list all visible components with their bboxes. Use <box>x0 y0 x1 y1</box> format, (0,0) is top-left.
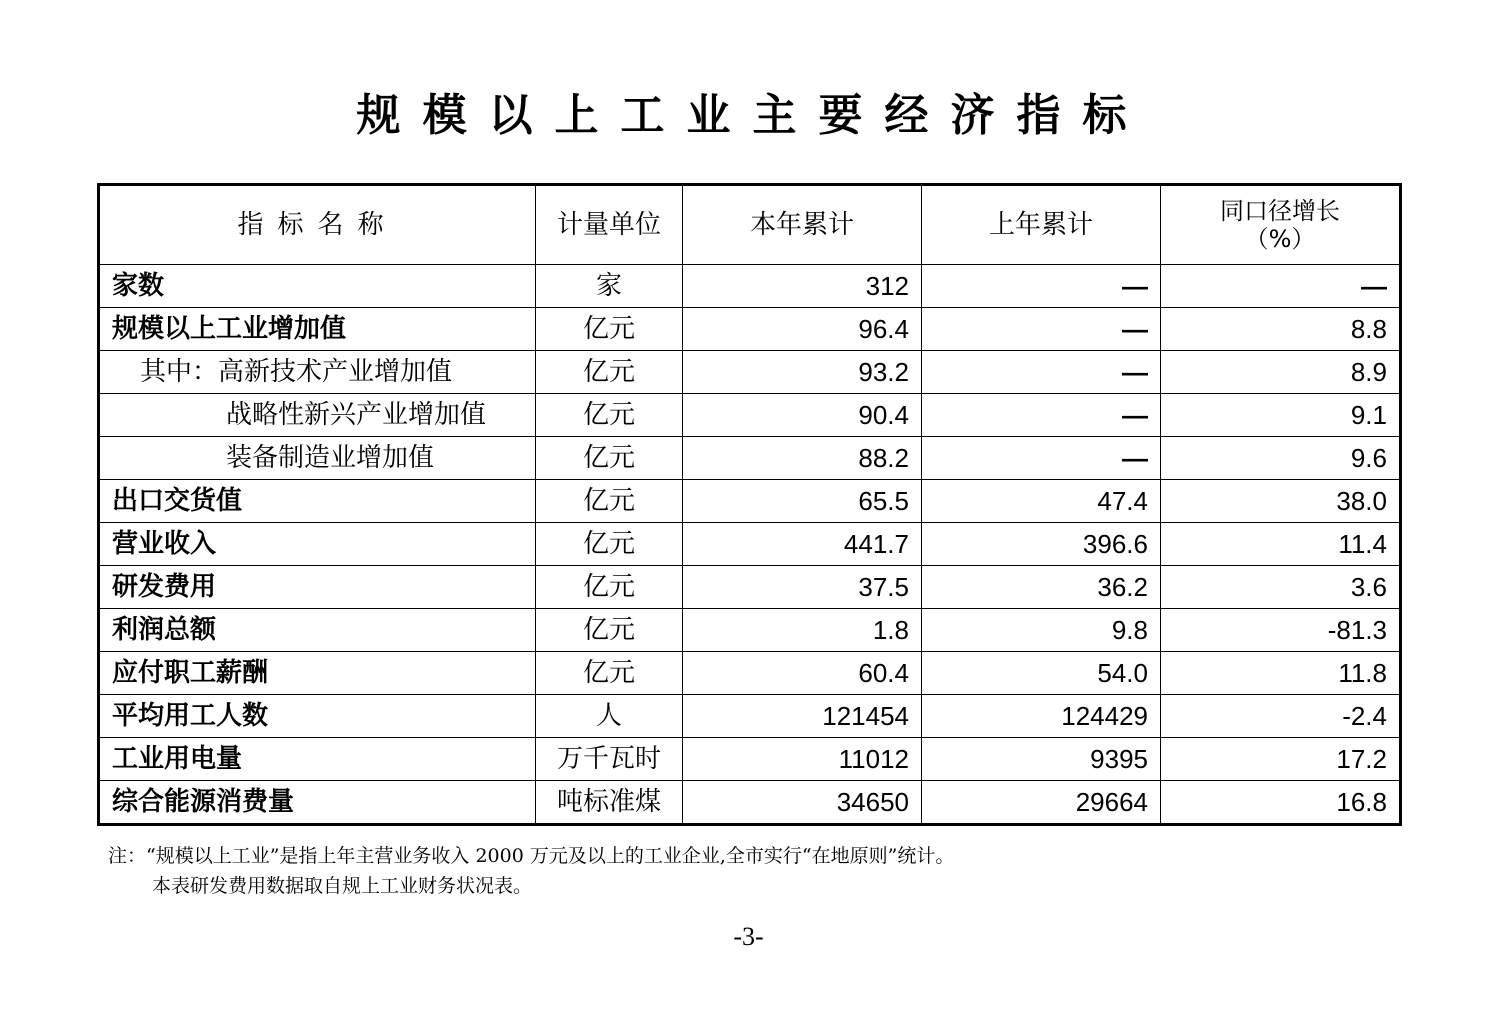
header-previous-year: 上年累计 <box>922 185 1161 265</box>
row-current: 88.2 <box>683 437 922 480</box>
header-row <box>99 185 1401 265</box>
row-previous: 9395 <box>922 738 1161 781</box>
table-row <box>99 566 1401 609</box>
header-growth-label: 同口径增长 <box>1220 197 1340 225</box>
row-growth: 11.8 <box>1161 652 1401 695</box>
row-unit: 万千瓦时 <box>536 738 683 781</box>
row-current: 37.5 <box>683 566 922 609</box>
row-unit: 亿元 <box>536 480 683 523</box>
row-growth: 8.9 <box>1161 351 1401 394</box>
row-current: 60.4 <box>683 652 922 695</box>
row-unit: 吨标准煤 <box>536 781 683 825</box>
row-name: 工业用电量 <box>99 738 536 781</box>
table-row <box>99 523 1401 566</box>
row-unit: 亿元 <box>536 437 683 480</box>
row-unit: 亿元 <box>536 566 683 609</box>
page-number: -3- <box>733 922 764 951</box>
row-previous: 9.8 <box>922 609 1161 652</box>
row-name: 营业收入 <box>99 523 536 566</box>
row-unit: 亿元 <box>536 523 683 566</box>
row-name: 战略性新兴产业增加值 <box>99 394 536 437</box>
header-unit: 计量单位 <box>536 185 683 265</box>
row-growth: 3.6 <box>1161 566 1401 609</box>
row-unit: 亿元 <box>536 308 683 351</box>
table-row <box>99 738 1401 781</box>
row-previous: — <box>922 394 1161 437</box>
row-growth: 11.4 <box>1161 523 1401 566</box>
row-unit: 亿元 <box>536 394 683 437</box>
row-current: 34650 <box>683 781 922 825</box>
table-row <box>99 609 1401 652</box>
row-growth: 9.1 <box>1161 394 1401 437</box>
indicators-table <box>97 183 1402 826</box>
row-current: 96.4 <box>683 308 922 351</box>
row-current: 93.2 <box>683 351 922 394</box>
row-name: 综合能源消费量 <box>99 781 536 825</box>
row-growth: -2.4 <box>1161 695 1401 738</box>
row-previous: 29664 <box>922 781 1161 825</box>
row-previous: 36.2 <box>922 566 1161 609</box>
footnote-definition: 注：“规模以上工业”是指上年主营业务收入 2000 万元及以上的工业企业,全市实行“在地原则”统计。 <box>108 845 955 867</box>
row-previous: 47.4 <box>922 480 1161 523</box>
row-name: 应付职工薪酬 <box>99 652 536 695</box>
row-growth: 16.8 <box>1161 781 1401 825</box>
header-growth <box>1161 185 1401 265</box>
row-previous: — <box>922 437 1161 480</box>
table-row <box>99 265 1401 308</box>
row-growth: — <box>1161 265 1401 308</box>
row-previous: — <box>922 265 1161 308</box>
table-row <box>99 308 1401 351</box>
table-row <box>99 695 1401 738</box>
row-name: 出口交货值 <box>99 480 536 523</box>
table-row <box>99 351 1401 394</box>
row-current: 65.5 <box>683 480 922 523</box>
header-current-year: 本年累计 <box>683 185 922 265</box>
row-previous: — <box>922 308 1161 351</box>
table-row <box>99 781 1401 825</box>
row-current: 121454 <box>683 695 922 738</box>
row-growth: -81.3 <box>1161 609 1401 652</box>
row-unit: 亿元 <box>536 609 683 652</box>
row-name: 其中：高新技术产业增加值 <box>99 351 536 394</box>
row-name: 装备制造业增加值 <box>99 437 536 480</box>
row-growth: 9.6 <box>1161 437 1401 480</box>
row-name: 利润总额 <box>99 609 536 652</box>
header-growth-unit: （%） <box>1244 225 1316 253</box>
row-name: 家数 <box>99 265 536 308</box>
row-name: 平均用工人数 <box>99 695 536 738</box>
row-growth: 8.8 <box>1161 308 1401 351</box>
row-name: 规模以上工业增加值 <box>99 308 536 351</box>
row-current: 441.7 <box>683 523 922 566</box>
row-unit: 人 <box>536 695 683 738</box>
row-name: 研发费用 <box>99 566 536 609</box>
row-current: 1.8 <box>683 609 922 652</box>
row-growth: 17.2 <box>1161 738 1401 781</box>
row-unit: 家 <box>536 265 683 308</box>
table-row <box>99 480 1401 523</box>
row-previous: 54.0 <box>922 652 1161 695</box>
row-current: 312 <box>683 265 922 308</box>
row-current: 90.4 <box>683 394 922 437</box>
table-row <box>99 437 1401 480</box>
footnote-source: 本表研发费用数据取自规上工业财务状况表。 <box>152 875 533 897</box>
table-row <box>99 394 1401 437</box>
row-previous: 396.6 <box>922 523 1161 566</box>
row-unit: 亿元 <box>536 351 683 394</box>
row-previous: — <box>922 351 1161 394</box>
row-unit: 亿元 <box>536 652 683 695</box>
page-title: 规模以上工业主要经济指标 <box>356 90 1149 141</box>
row-current: 11012 <box>683 738 922 781</box>
row-previous: 124429 <box>922 695 1161 738</box>
table-row <box>99 652 1401 695</box>
row-growth: 38.0 <box>1161 480 1401 523</box>
header-name: 指标名称 <box>99 185 536 265</box>
